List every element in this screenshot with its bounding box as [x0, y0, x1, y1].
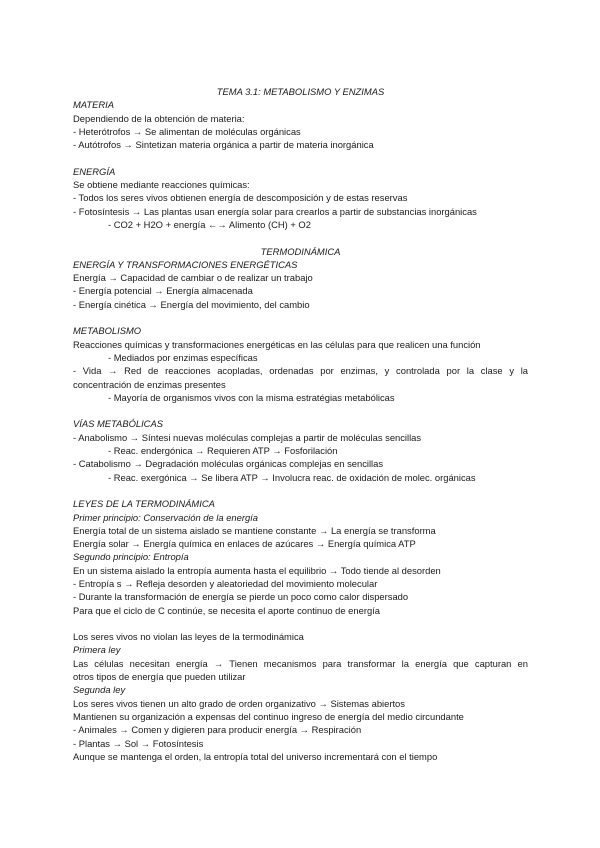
paragraph-line: Energía → Capacidad de cambiar o de realizar un trabajo	[73, 272, 313, 284]
list-item: - Catabolismo → Degradación moléculas orgánicas complejas en sencillas	[73, 458, 384, 470]
spacer	[73, 617, 528, 630]
list-item: - Entropía s → Refleja desorden y aleatoriedad del movimiento molecular	[73, 577, 378, 589]
list-item: - Reac. endergónica → Requieren ATP → Fosforilación	[108, 445, 338, 457]
paragraph-line: Para que el ciclo de C continúe, se necesita el aporte continuo de energía	[73, 604, 380, 616]
list-item: - Fotosíntesis → Las plantas usan energía solar para crearlos a partir de substancias inorgánicas	[73, 205, 477, 217]
list-item: - Mayoría de organismos vivos con la misma estratégias metabólicas	[108, 391, 395, 403]
list-item: - Energía potencial → Energía almacenada	[73, 285, 253, 297]
list-item: - Animales → Comen y digieren para producir energía → Respiración	[73, 724, 362, 736]
spacer	[73, 311, 528, 324]
subheading-segunda-ley: Segunda ley	[73, 684, 126, 696]
paragraph-line: Energía total de un sistema aislado se mantiene constante → La energía se transforma	[73, 524, 436, 536]
paragraph-line: Energía solar → Energía química en enlaces de azúcares → Energía química ATP	[73, 538, 416, 550]
paragraph-line: Los seres vivos tienen un alto grado de orden organizativo → Sistemas abiertos	[73, 697, 405, 709]
section-heading-vias: VÍAS METABÓLICAS	[73, 418, 163, 430]
spacer	[73, 231, 528, 244]
section-heading-leyes: LEYES DE LA TERMODINÁMICA	[73, 498, 215, 510]
paragraph-line: Reacciones químicas y transformaciones energéticas en las células para que realicen una función	[73, 338, 481, 350]
list-item: - Heterótrofos → Se alimentan de moléculas orgánicas	[73, 125, 301, 137]
equation-line: - CO2 + H2O + energía ←→ Alimento (CH) + O2	[108, 218, 311, 230]
spacer	[73, 404, 528, 417]
paragraph-line: Dependiendo de la obtención de materia:	[73, 112, 245, 124]
paragraph-line: - Vida → Red de reacciones acopladas, ordenadas por enzimas, y controlada por la clase y la	[73, 365, 528, 377]
paragraph-line: otros tipos de energía que pueden utilizar	[73, 671, 246, 683]
list-item: - Reac. exergónica → Se libera ATP → Involucra reac. de oxidación de molec. orgánicas	[108, 471, 476, 483]
paragraph-line: Las células necesitan energía → Tienen mecanismos para transformar la energía que capturan en	[73, 657, 528, 669]
subheading-primer-principio: Primer principio: Conservación de la energía	[73, 511, 258, 523]
subheading-segundo-principio: Segundo principio: Entropía	[73, 551, 189, 563]
spacer	[73, 484, 528, 497]
list-item: - Anabolismo → Síntesi nuevas moléculas complejas a partir de moléculas sencillas	[73, 431, 422, 443]
paragraph-line: Aunque se mantenga el orden, la entropía total del universo incrementará con el tiempo	[73, 750, 438, 762]
paragraph-line: Los seres vivos no violan las leyes de la termodinámica	[73, 631, 304, 643]
list-item: - Mediados por enzimas específicas	[108, 351, 258, 363]
paragraph-line: Se obtiene mediante reacciones químicas:	[73, 179, 250, 191]
section-heading-termodinamica: TERMODINÁMICA	[260, 245, 341, 257]
spacer	[73, 151, 528, 164]
document-title: TEMA 3.1: METABOLISMO Y ENZIMAS	[216, 86, 385, 97]
section-heading-materia: MATERIA	[73, 99, 114, 111]
list-item: - Plantas → Sol → Fotosíntesis	[73, 737, 204, 749]
list-item: - Autótrofos → Sintetizan materia orgánica a partir de materia inorgánica	[73, 139, 374, 151]
subheading-energia-transformaciones: ENERGÍA Y TRANSFORMACIONES ENERGÉTICAS	[73, 258, 298, 270]
list-item: - Energía cinética → Energía del movimiento, del cambio	[73, 298, 310, 310]
section-heading-energia: ENERGÍA	[73, 165, 116, 177]
section-heading-metabolismo: METABOLISMO	[73, 325, 142, 337]
list-item: - Todos los seres vivos obtienen energía de descomposición y de estas reservas	[73, 192, 408, 204]
document-body	[73, 85, 528, 763]
paragraph-line: concentración de enzimas presentes	[73, 378, 226, 390]
paragraph-line: Mantienen su organización a expensas del continuo ingreso de energía del medio circundante	[73, 710, 464, 722]
paragraph-line: En un sistema aislado la entropía aumenta hasta el equilibrio → Todo tiende al desorden	[73, 564, 441, 576]
list-item: - Durante la transformación de energía se pierde un poco como calor dispersado	[73, 591, 409, 603]
subheading-primera-ley: Primera ley	[73, 644, 121, 656]
